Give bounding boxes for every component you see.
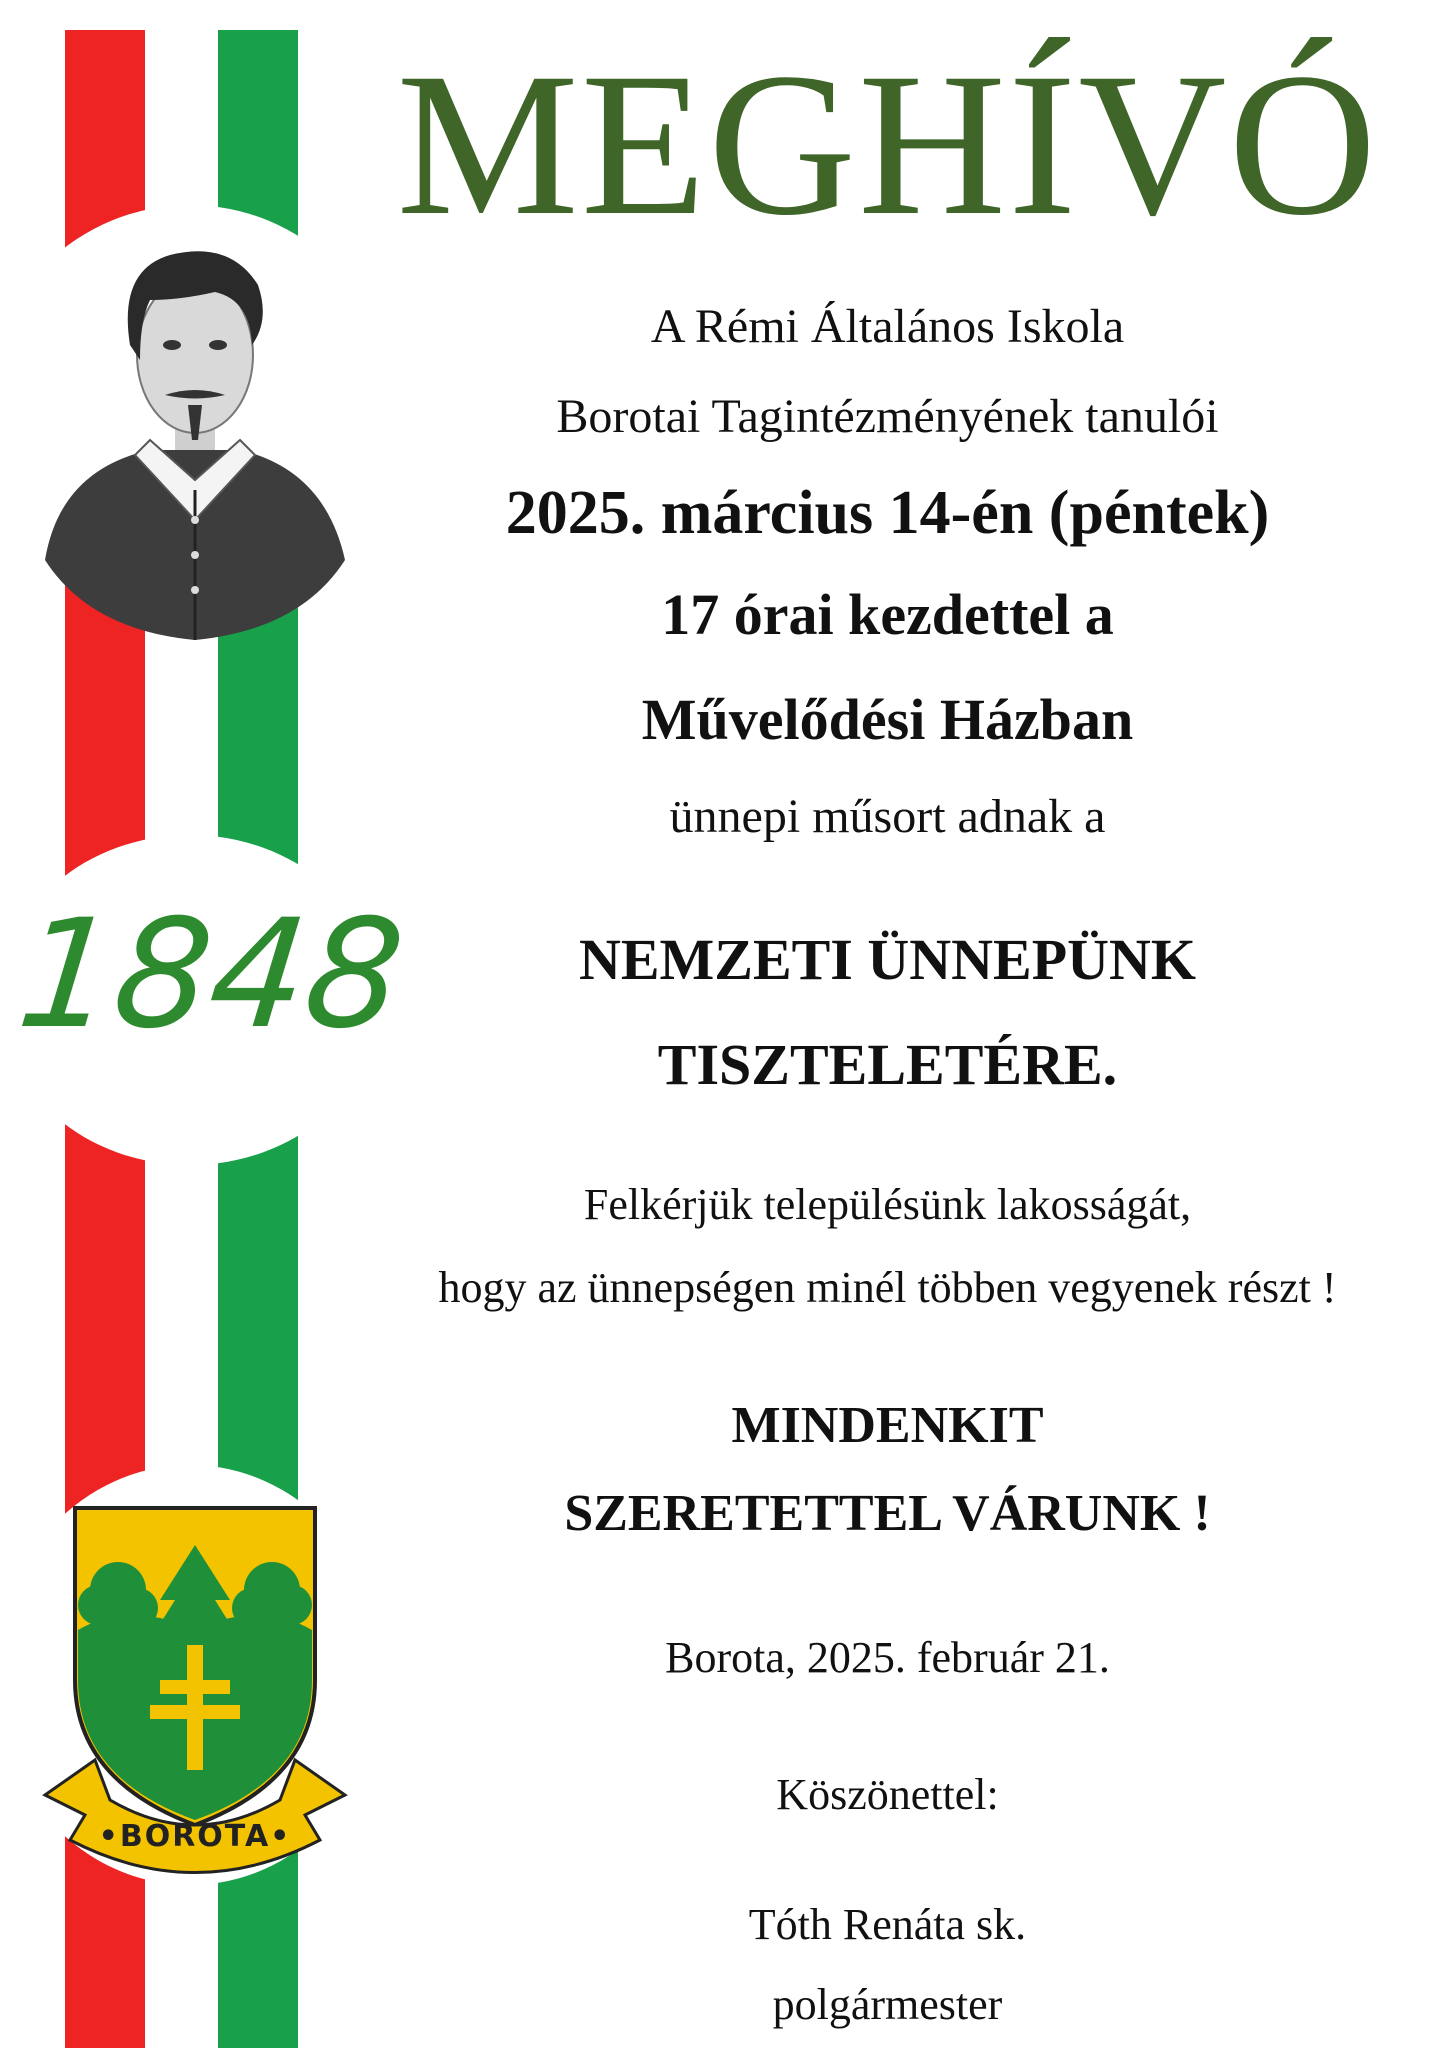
event-venue: Művelődési Házban	[641, 687, 1134, 752]
event-date: 2025. március 14-én (péntek)	[505, 479, 1270, 547]
appeal-line-2: hogy az ünnepségen minél többen vegyenek részt !	[438, 1263, 1337, 1312]
intro-line-2: Borotai Tagintézményének tanulói	[556, 390, 1219, 443]
event-program: ünnepi műsort adnak a	[669, 790, 1106, 843]
signature-role: polgármester	[772, 1980, 1003, 2029]
appeal-line-1: Felkérjük településünk lakosságát,	[583, 1180, 1192, 1229]
place-date: Borota, 2025. február 21.	[665, 1633, 1110, 1682]
occasion-line-1: NEMZETI ÜNNEPÜNK	[578, 927, 1197, 992]
event-time: 17 órai kezdettel a	[661, 582, 1114, 647]
page-title: MEGHÍVÓ	[396, 31, 1379, 258]
year-1848: 1848	[10, 888, 411, 1062]
coat-of-arms-icon	[45, 1508, 345, 1873]
thanks-text: Köszönettel:	[776, 1770, 999, 1819]
welcome-line-1: MINDENKIT	[731, 1397, 1044, 1454]
signature-name: Tóth Renáta sk.	[748, 1900, 1027, 1949]
occasion-line-2: TISZTELETÉRE.	[657, 1032, 1118, 1097]
intro-line-1: A Rémi Általános Iskola	[650, 300, 1125, 353]
welcome-line-2: SZERETETTEL VÁRUNK !	[564, 1485, 1211, 1542]
crest-ribbon-text: •BOROTA•	[98, 1819, 292, 1854]
tricolor-sidebar	[0, 0, 411, 2048]
